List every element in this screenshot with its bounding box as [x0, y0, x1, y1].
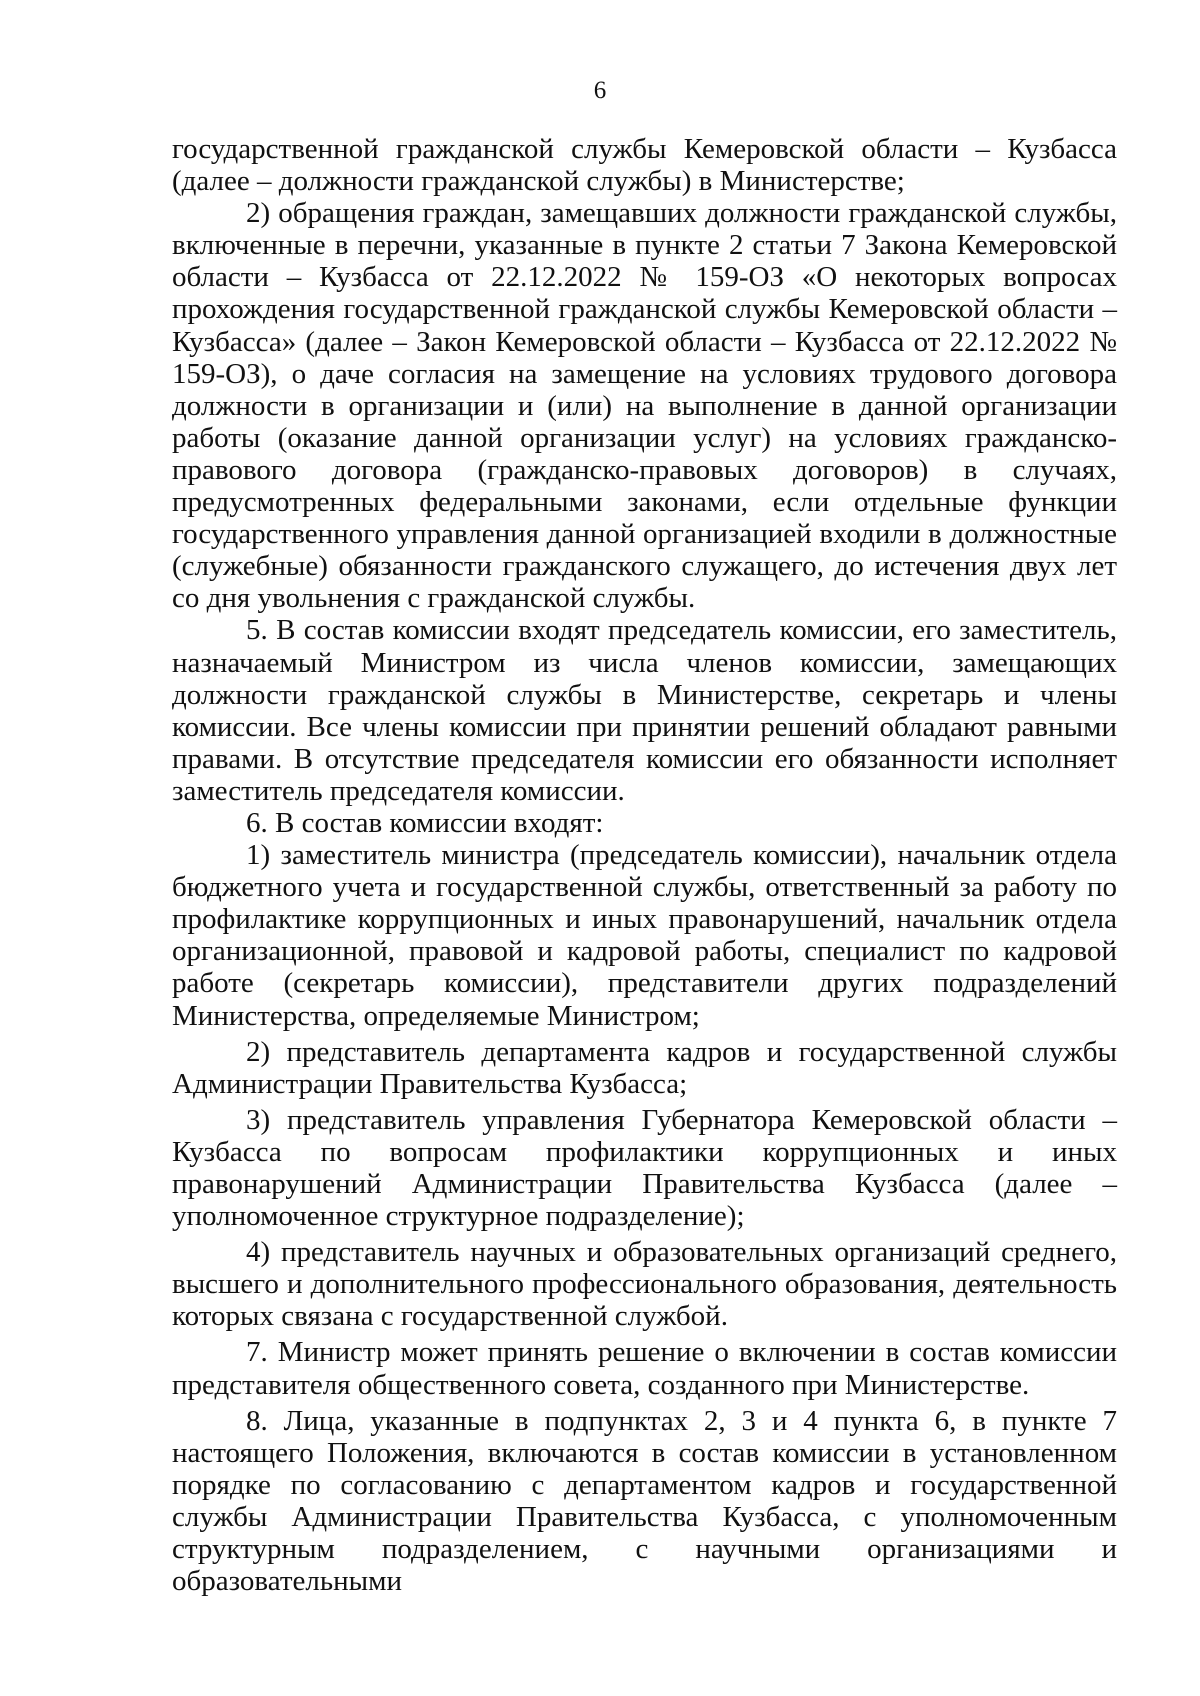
page-number: 6 — [593, 77, 607, 104]
paragraph-subitem-2: 2) обращения граждан, замещавших должности гражданской службы, включенные в перечни, указанные в пункте 2 статьи 7 Закона Кемеровской области – Кузбасса от 22.12.2022 № 159-ОЗ «О некоторых вопросах прохождения государственной гражданской службы Кемеровской области – Кузбасса» (далее – Закон Кемеровской области – Кузбасса от 22.12.2022 № 159-ОЗ), о даче согласия на замещение на условиях трудового договора должности в организации и (или) на выполнение в данной организации работы (оказание данной организации услуг) на условиях гражданско-правового договора (гражданско-правовых договоров) в случаях, предусмотренных федеральными законами, если отдельные функции государственного управления данной организацией входили в должностные (служебные) обязанности гражданского служащего, до истечения двух лет со дня увольнения с гражданской службы. — [172, 197, 1117, 615]
document-body — [172, 133, 1117, 1597]
paragraph-continuation: государственной гражданской службы Кемеровской области – Кузбасса (далее – должности гражданской службы) в Министерстве; — [172, 133, 1117, 198]
paragraph-item-6: 6. В состав комиссии входят: — [246, 806, 604, 839]
paragraph-item-6-2: 2) представитель департамента кадров и государственной службы Администрации Правительства Кузбасса; — [172, 1035, 1117, 1100]
paragraph-item-8: 8. Лица, указанные в подпунктах 2, 3 и 4 пункта 6, в пункте 7 настоящего Положения, включаются в состав комиссии в установленном порядке по согласованию с департаментом кадров и государственной службы Администрации Правительства Кузбасса, с уполномоченным структурным подразделением, с научными организациями и образовательными — [172, 1404, 1117, 1598]
paragraph-item-7: 7. Министр может принять решение о включении в состав комиссии представителя общественного совета, созданного при Министерстве. — [172, 1336, 1117, 1401]
paragraph-item-6-1: 1) заместитель министра (председатель комиссии), начальник отдела бюджетного учета и государственной службы, ответственный за работу по профилактике коррупционных и иных правонарушений, начальник отдела организационной, правовой и кадровой работы, специалист по кадровой работе (секретарь комиссии), представители других подразделений Министерства, определяемые Министром; — [172, 839, 1117, 1032]
paragraph-item-6-3: 3) представитель управления Губернатора Кемеровской области – Кузбасса по вопросам профилактики коррупционных и иных правонарушений Администрации Правительства Кузбасса (далее – уполномоченное структурное подразделение); — [172, 1103, 1117, 1233]
paragraph-item-5: 5. В состав комиссии входят председатель комиссии, его заместитель, назначаемый Министром из числа членов комиссии, замещающих должности гражданской службы в Министерстве, секретарь и члены комиссии. Все члены комиссии при принятии решений обладают равными правами. В отсутствие председателя комиссии его обязанности исполняет заместитель председателя комиссии. — [172, 614, 1117, 807]
paragraph-item-6-4: 4) представитель научных и образовательных организаций среднего, высшего и дополнительного профессионального образования, деятельность которых связана с государственной службой. — [172, 1236, 1117, 1333]
